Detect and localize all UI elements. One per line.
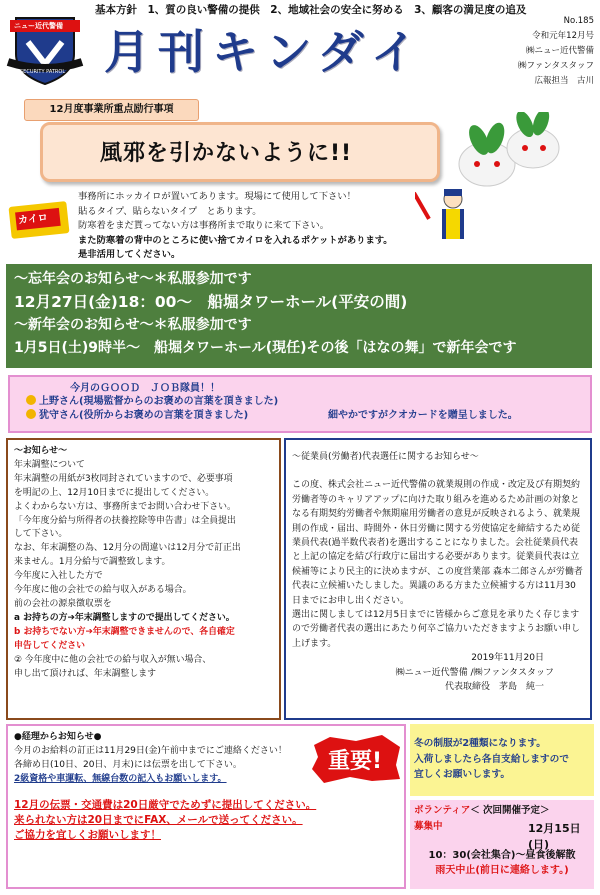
notice-line: 今年度に他の会社での給与収入がある場合。 xyxy=(14,585,192,596)
accounting-header: ●経理からお知らせ● xyxy=(14,732,102,742)
notice-heading: ～お知らせ～ xyxy=(14,446,67,456)
notice-line: 今年度に入社した方で xyxy=(14,571,103,582)
issue-date: 令和元年12月号 xyxy=(532,31,594,41)
focus-main-text: 風邪を引かないように!! xyxy=(100,141,353,166)
kairo-notice xyxy=(78,190,393,263)
good-job-box xyxy=(8,375,592,433)
year-end-adjustment-notice xyxy=(6,438,281,720)
events-banner xyxy=(6,264,592,368)
notice-date: 2019年11月20日 xyxy=(471,653,544,664)
issue-number: No.185 xyxy=(563,16,594,26)
volunteer-date: 12月15日(日) xyxy=(528,822,581,851)
bonenkai-title: ～忘年会のお知らせ～＊私服参加です xyxy=(14,271,252,287)
notice-body: この度、株式会社ニュー近代警備の就業規則の作成・改定及び有期契約労働者等のキャリアアップに向けた取り組みを進めるため計画の対象となる有期契約労働者や無期雇用労働者の意見が反映されるよう、就業規則の作成・届出、時間外・休日労働に関する労使協定を締結するため従業員代表(過半数代表者)を選出することになりました。会社従業員代表と上記の協定を結び行政庁に届出する必要があります。従業員代表は立候補等により民主的に決めますが、この度営業部 森本二郎さんが労働者代表に立候補いたしました。異議のある方また立候補する方は11月30日までにお申し出ください。 xyxy=(292,480,583,606)
focus-tab-label: 12月度事業所重点励行事項 xyxy=(24,99,199,121)
notice-line: 申し出て頂ければ、年末調整します xyxy=(14,668,156,679)
accounting-line: 今月のお給料の訂正は11月29日(金)午前中までにご連絡ください！ xyxy=(14,746,287,756)
basic-policy: 基本方針 1、質の良い警備の提供 2、地域社会の安全に努める 3、顧客の満足度の追及 xyxy=(95,4,527,16)
medal-icon xyxy=(26,409,36,419)
notice-line: 年末調整について xyxy=(14,459,85,470)
notice-line: 申告してください xyxy=(14,640,85,651)
volunteer-title: ボランティア xyxy=(414,805,471,816)
good-job-text: 犹守さん(役所からお褒めの言葉を頂きました) xyxy=(39,410,249,421)
good-job-item xyxy=(26,392,278,407)
notice-line: 前の会社の源泉徴収票を xyxy=(14,598,112,609)
issue-info xyxy=(518,14,594,89)
kairo-line: 事務所にホッカイロが置いてあります。現場にて使用して下さい！ xyxy=(78,191,356,202)
volunteer-recruit: 募集中 xyxy=(414,821,443,832)
volunteer-box xyxy=(410,800,594,889)
employee-representative-notice xyxy=(284,438,592,720)
notice-title: ～従業員(労働者)代表選任に関するお知らせ～ xyxy=(292,452,479,462)
company-name-2: ㈱ファンタスタッフ xyxy=(518,61,594,71)
notice-line: a お持ちの方➔年末調整しますので提出してください。 xyxy=(14,612,235,623)
notice-signatory: 代表取締役 茅島 純一 xyxy=(444,682,544,693)
snow-rabbit-illustration xyxy=(455,112,565,192)
volunteer-rain: 雨天中止(前日に連絡します。) xyxy=(435,865,569,876)
kairo-line: 是非活用してください。 xyxy=(78,249,181,260)
shinnenkai-title: ～新年会のお知らせ～＊私服参加です xyxy=(14,317,252,333)
uniform-line: 入荷しましたら各自支給しますので xyxy=(414,753,569,765)
notice-body-2: 選出に関しましては12月5日までに皆様からご意見を承りたく存じますので労働者代表の選出にあたり何卒ご協力いただきますようお願い申し上げます。 xyxy=(292,610,581,649)
kairo-line: 貼るタイプ、貼らないタイプ とあります。 xyxy=(78,205,262,217)
accounting-line: 2級資格や車運転、無線台数の記入もお願いします。 xyxy=(14,774,227,784)
uniform-line: 宜しくお願いします。 xyxy=(414,769,511,780)
notice-line: なお、年末調整の為、12月分の間違いは12月分で訂正出 xyxy=(14,543,241,554)
notice-line: を明記の上、12月10日までに提出してください。 xyxy=(14,487,215,498)
notice-line: よくわからない方は、事務所までお問い合わせ下さい。 xyxy=(14,501,236,512)
accounting-line: 各締め日(10日、20日、月末)には伝票を出して下さい。 xyxy=(14,760,242,770)
shinnenkai-detail: 1月5日(土)9時半～ 船堀タワーホール(現任)その後「はなの舞」で新年会です xyxy=(14,340,517,356)
good-job-title: 今月のＧＯＯＤ ＪＯＢ隊員！！ xyxy=(70,383,220,394)
accounting-warning: 12月の伝票・交通費は20日厳守でためずに提出してください。 xyxy=(14,799,317,811)
logo-text: ニュー近代警備 xyxy=(14,22,63,30)
important-stamp-text: 重要! xyxy=(328,749,383,774)
bonenkai-detail: 12月27日(金)18：00～ 船堀タワーホール(平安の間) xyxy=(14,293,408,311)
newsletter-title: 月刊キンダイ xyxy=(104,25,425,79)
volunteer-header xyxy=(414,802,590,816)
notice-line: 年末調整の用紙が3枚同封されていますので、必要事項 xyxy=(14,473,233,484)
uniform-notice xyxy=(410,724,594,796)
pr-staff: 広報担当 古川 xyxy=(534,76,594,86)
accounting-warning: 来られない方は20日までにFAX、メールで送ってください。 xyxy=(14,814,303,826)
kairo-label: カイロ xyxy=(17,212,49,227)
logo-sub: SECURITY PATROL xyxy=(20,69,66,75)
uniform-line: 冬の制服が2種類になります。 xyxy=(414,738,546,749)
good-job-item xyxy=(26,406,248,421)
kairo-line: 防寒着をまだ貰ってない方は事務所まで取りに来て下さい。 xyxy=(78,220,330,231)
notice-signature: ㈱ニュー近代警備 /㈱ファンタスタッフ xyxy=(395,667,554,678)
accounting-warning: ご協力を宜しくお願いします！ xyxy=(14,829,161,841)
guard-illustration xyxy=(415,185,480,250)
notice-line: して下さい。 xyxy=(14,529,68,540)
volunteer-sub: ＜ 次回開催予定＞ xyxy=(470,805,550,816)
notice-line: b お持ちでない方➔年末調整できませんので、各自確定 xyxy=(14,626,235,637)
notice-line: 来ません。1月分給与で調整致します。 xyxy=(14,557,171,568)
good-job-text: 上野さん(現場監督からのお褒めの言葉を頂きました) xyxy=(39,396,279,407)
company-name: ㈱ニュー近代警備 xyxy=(525,46,594,56)
notice-line: 「今年度分給与所得者の扶養控除等申告書」は全員提出 xyxy=(14,515,236,526)
kairo-line: また防寒着の背中のところに使い捨てカイロを入れるポケットがあります。 xyxy=(78,234,393,246)
good-job-note: 細やかですがクオカードを贈呈しました。 xyxy=(328,410,518,421)
notice-line: ② 今年度中に他の会社での給与収入が無い場合、 xyxy=(14,654,212,665)
volunteer-time: 10：30(会社集合)～昼食後解散 xyxy=(428,850,576,861)
medal-icon xyxy=(26,395,36,405)
